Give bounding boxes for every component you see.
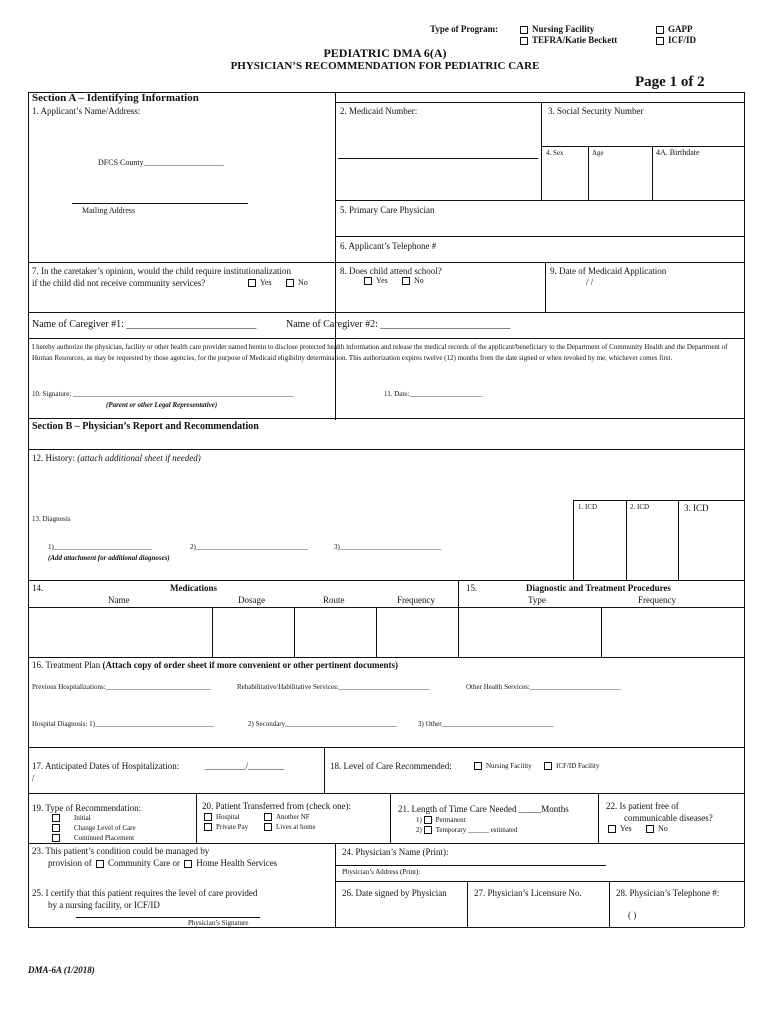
divider xyxy=(28,580,744,581)
divider xyxy=(678,500,679,580)
divider xyxy=(588,146,589,200)
medicaid-number-line[interactable] xyxy=(338,158,538,159)
loc-icf-id-checkbox[interactable]: ICF/ID Facility xyxy=(544,762,599,770)
medicaid-number-label: 2. Medicaid Number: xyxy=(340,106,418,116)
transfer-private-pay-checkbox[interactable]: Private Pay xyxy=(204,823,248,831)
icd-1-label: 1. ICD xyxy=(578,503,598,511)
divider xyxy=(196,793,197,843)
divider xyxy=(212,607,213,657)
transfer-lives-at-home-checkbox[interactable]: Lives at home xyxy=(264,823,316,831)
community-care-checkbox[interactable]: Community Care or xyxy=(94,858,180,868)
divider xyxy=(458,580,459,657)
signature-sublabel: (Parent or other Legal Representative) xyxy=(106,401,218,409)
divider xyxy=(467,881,468,927)
q8-no-checkbox[interactable]: No xyxy=(402,276,424,285)
checkbox-icon xyxy=(474,762,482,770)
transferred-from-label: 20. Patient Transferred from (check one): xyxy=(202,801,351,811)
physician-telephone-field[interactable]: ( ) xyxy=(628,910,637,920)
diagnosis-1-field[interactable]: 1)____________________________ xyxy=(48,543,152,551)
checkbox-icon xyxy=(424,826,432,834)
q8-yes-checkbox[interactable]: Yes xyxy=(364,276,388,285)
divider xyxy=(598,793,599,843)
length-permanent-checkbox[interactable]: 1) Permanent xyxy=(416,816,466,824)
divider xyxy=(335,200,744,201)
divider xyxy=(390,793,391,843)
q22-no-checkbox[interactable]: No xyxy=(646,824,668,833)
checkbox-icon xyxy=(248,279,256,287)
checkbox-icon xyxy=(264,823,272,831)
diagnosis-note: (Add attachment for additional diagnoses) xyxy=(48,554,170,562)
checkbox-icon xyxy=(402,277,410,285)
physician-name-line[interactable] xyxy=(336,865,606,866)
q22-yes-checkbox[interactable]: Yes xyxy=(608,824,632,833)
divider xyxy=(335,92,336,420)
checkbox-icon xyxy=(656,37,664,45)
checkbox-icon xyxy=(520,37,528,45)
divider xyxy=(541,102,542,200)
border-right xyxy=(744,92,745,927)
home-health-checkbox[interactable]: Home Health Services xyxy=(182,858,277,868)
medications-number: 14. xyxy=(32,583,44,593)
rec-change-level-checkbox[interactable]: Change Level of Care xyxy=(52,824,136,832)
mailing-address-line[interactable] xyxy=(72,203,248,204)
medicaid-application-date-field[interactable]: / / xyxy=(586,277,594,287)
physician-telephone-label: 28. Physician’s Telephone #: xyxy=(616,888,720,898)
communicable-diseases-label: 22. Is patient free of xyxy=(606,801,679,811)
divider xyxy=(609,881,610,927)
form-subtitle: PHYSICIAN’S RECOMMENDATION FOR PEDIATRIC CARE xyxy=(230,60,540,72)
physician-name-label: 24. Physician’s Name (Print): xyxy=(342,847,449,857)
divider xyxy=(324,747,325,793)
length-temporary-checkbox[interactable]: 2) Temporary ______ estimated xyxy=(416,826,518,834)
level-of-care-label: 18. Level of Care Recommended: xyxy=(330,761,452,771)
icd-3-label: 3. ICD xyxy=(684,503,709,513)
divider xyxy=(376,607,377,657)
icd-2-label: 2. ICD xyxy=(630,503,650,511)
divider xyxy=(294,607,295,657)
checkbox-icon xyxy=(52,834,60,842)
divider xyxy=(28,418,744,419)
hospital-diagnosis-field[interactable]: Hospital Diagnosis: 1)__________________________________ xyxy=(32,720,214,728)
divider xyxy=(545,262,546,312)
divider xyxy=(626,500,627,580)
condition-managed-options: provision of Community Care or Home Health Services xyxy=(48,858,278,868)
divider xyxy=(28,449,744,450)
condition-managed-label: 23. This patient’s condition could be managed by xyxy=(32,846,210,856)
page-number: Page 1 of 2 xyxy=(635,74,705,90)
rec-continued-placement-checkbox[interactable]: Continued Placement xyxy=(52,834,134,842)
anticipated-dates-field[interactable]: _________/________ xyxy=(205,761,285,771)
divider xyxy=(541,146,744,147)
form-id: DMA-6A (1/2018) xyxy=(28,965,95,975)
divider xyxy=(28,607,744,608)
divider xyxy=(28,657,744,658)
date-signed-label: 26. Date signed by Physician xyxy=(342,888,447,898)
divider xyxy=(335,102,744,103)
diagnosis-3-field[interactable]: 3)_____________________________ xyxy=(334,543,442,551)
previous-hospitalizations-field[interactable]: Previous Hospitalizations:______________________________ xyxy=(32,683,211,691)
checkbox-icon xyxy=(96,860,104,868)
med-col-dosage: Dosage xyxy=(238,595,265,605)
checkbox-icon xyxy=(646,825,654,833)
program-gapp[interactable]: GAPP xyxy=(656,24,693,34)
proc-col-frequency: Frequency xyxy=(638,595,676,605)
anticipated-dates-slash: / xyxy=(32,773,35,783)
checkbox-icon xyxy=(364,277,372,285)
q7-yes-checkbox[interactable]: Yes xyxy=(248,278,272,287)
med-col-route: Route xyxy=(323,595,345,605)
physician-signature-label: Physician’s Signature xyxy=(188,919,249,927)
anticipated-dates-label: 17. Anticipated Dates of Hospitalization: xyxy=(32,761,180,771)
diagnosis-2-field[interactable]: 2)________________________________ xyxy=(190,543,308,551)
other-health-services-field[interactable]: Other Health Services:__________________________ xyxy=(466,683,621,691)
certify-statement-cont: by a nursing facility, or ICF/ID xyxy=(48,900,160,910)
checkbox-icon xyxy=(184,860,192,868)
institutionalization-question: 7. In the caretaker’s opinion, would the child require institutionalization xyxy=(32,266,292,276)
program-nursing-facility[interactable]: Nursing Facility xyxy=(520,24,594,34)
divider xyxy=(335,236,744,237)
checkbox-icon xyxy=(204,823,212,831)
communicable-diseases-label-cont: communicable diseases? xyxy=(624,813,713,823)
border-bottom xyxy=(28,927,744,928)
divider xyxy=(335,881,744,882)
authorization-statement: I hereby authorize the physician, facility or other health care provider named herein to disclose protected health information and release the medical records of the applicant/beneficiary to the Department of Community Health and the Department of Human Resources, as may be requested by those agencies, for the purpose of Medicaid eligibility determination. This authorization expires twelve (12) months from the date signed or when revoked by me, whichever comes first. xyxy=(32,343,728,362)
age-label: Age xyxy=(592,149,604,157)
physician-signature-line[interactable] xyxy=(76,917,260,918)
divider xyxy=(573,500,744,501)
divider xyxy=(573,500,574,580)
physician-address-label: Physician’s Address (Print): xyxy=(342,868,421,876)
divider xyxy=(28,338,744,339)
primary-care-physician-label: 5. Primary Care Physician xyxy=(340,205,435,215)
med-col-name: Name xyxy=(108,595,130,605)
checkbox-icon xyxy=(264,813,272,821)
sex-label: 4. Sex xyxy=(546,149,564,157)
procedures-number: 15. xyxy=(466,583,478,593)
divider xyxy=(28,793,744,794)
checkbox-icon xyxy=(656,26,664,34)
history-label: 12. History: (attach additional sheet if needed) xyxy=(32,453,201,463)
caregiver-1-field[interactable]: Name of Caregiver #1: __________________________ xyxy=(32,319,257,330)
diagnosis-label: 13. Diagnosis xyxy=(32,515,71,523)
applicant-telephone-label: 6. Applicant’s Telephone # xyxy=(340,241,437,251)
checkbox-icon xyxy=(520,26,528,34)
divider xyxy=(601,607,602,657)
transfer-hospital-checkbox[interactable]: Hospital xyxy=(204,813,240,821)
certify-statement: 25. I certify that this patient requires the level of care provided xyxy=(32,888,258,898)
secondary-diagnosis-field[interactable]: 2) Secondary________________________________ xyxy=(248,720,398,728)
program-tefra[interactable]: TEFRA/Katie Beckett xyxy=(520,35,617,45)
institutionalization-question-cont: if the child did not receive community services? xyxy=(32,278,206,288)
checkbox-icon xyxy=(424,816,432,824)
treatment-plan-label: 16. Treatment Plan (Attach copy of order sheet if more convenient or other pertinent documents) xyxy=(32,660,399,670)
length-of-care-label: 21. Length of Time Care Needed _____Months xyxy=(398,804,569,814)
divider xyxy=(28,312,744,313)
mailing-address-label: Mailing Address xyxy=(82,206,136,215)
divider xyxy=(28,843,744,844)
rehab-services-field[interactable]: Rehabilitative/Habilitative Services:__________________________ xyxy=(237,683,430,691)
checkbox-icon xyxy=(608,825,616,833)
transfer-another-nf-checkbox[interactable]: Another NF xyxy=(264,813,310,821)
border-left xyxy=(28,92,29,927)
proc-col-type: Type xyxy=(528,595,546,605)
divider xyxy=(335,843,336,927)
type-of-program-label: Type of Program: xyxy=(430,24,499,34)
attend-school-label: 8. Does child attend school? xyxy=(340,266,442,276)
signature-field[interactable]: 10. Signature: _______________________________________________________________ xyxy=(32,390,294,398)
other-diagnosis-field[interactable]: 3) Other________________________________ xyxy=(418,720,554,728)
checkbox-icon xyxy=(544,762,552,770)
date-field[interactable]: 11. Date:_____________________ xyxy=(384,390,483,398)
checkbox-icon xyxy=(52,824,60,832)
procedures-title: Diagnostic and Treatment Procedures xyxy=(526,583,671,593)
birthdate-label: 4A. Birthdate xyxy=(656,148,700,157)
section-b-title: Section B – Physician’s Report and Recommendation xyxy=(32,421,259,432)
loc-nursing-facility-checkbox[interactable]: Nursing Facility xyxy=(474,762,532,770)
applicant-name-address-label: 1. Applicant’s Name/Address: xyxy=(32,106,141,116)
licensure-number-label: 27. Physician’s Licensure No. xyxy=(474,888,582,898)
divider xyxy=(28,262,744,263)
med-col-frequency: Frequency xyxy=(397,595,435,605)
medicaid-application-date-label: 9. Date of Medicaid Application xyxy=(550,266,667,276)
recommendation-type-label: 19. Type of Recommendation: xyxy=(32,803,142,813)
dfcs-county-field[interactable]: DFCS County____________________ xyxy=(98,158,224,167)
divider xyxy=(28,747,744,748)
checkbox-icon xyxy=(286,279,294,287)
caregiver-2-field[interactable]: Name of Caregiver #2: __________________________ xyxy=(286,319,511,330)
checkbox-icon xyxy=(52,814,60,822)
q7-no-checkbox[interactable]: No xyxy=(286,278,308,287)
form-title: PEDIATRIC DMA 6(A) xyxy=(323,46,447,60)
section-a-title: Section A – Identifying Information xyxy=(32,92,199,104)
rec-initial-checkbox[interactable]: Initial xyxy=(52,814,91,822)
ssn-label: 3. Social Security Number xyxy=(548,106,644,116)
checkbox-icon xyxy=(204,813,212,821)
divider xyxy=(652,146,653,200)
medications-title: Medications xyxy=(170,583,217,593)
program-icf-id[interactable]: ICF/ID xyxy=(656,35,696,45)
